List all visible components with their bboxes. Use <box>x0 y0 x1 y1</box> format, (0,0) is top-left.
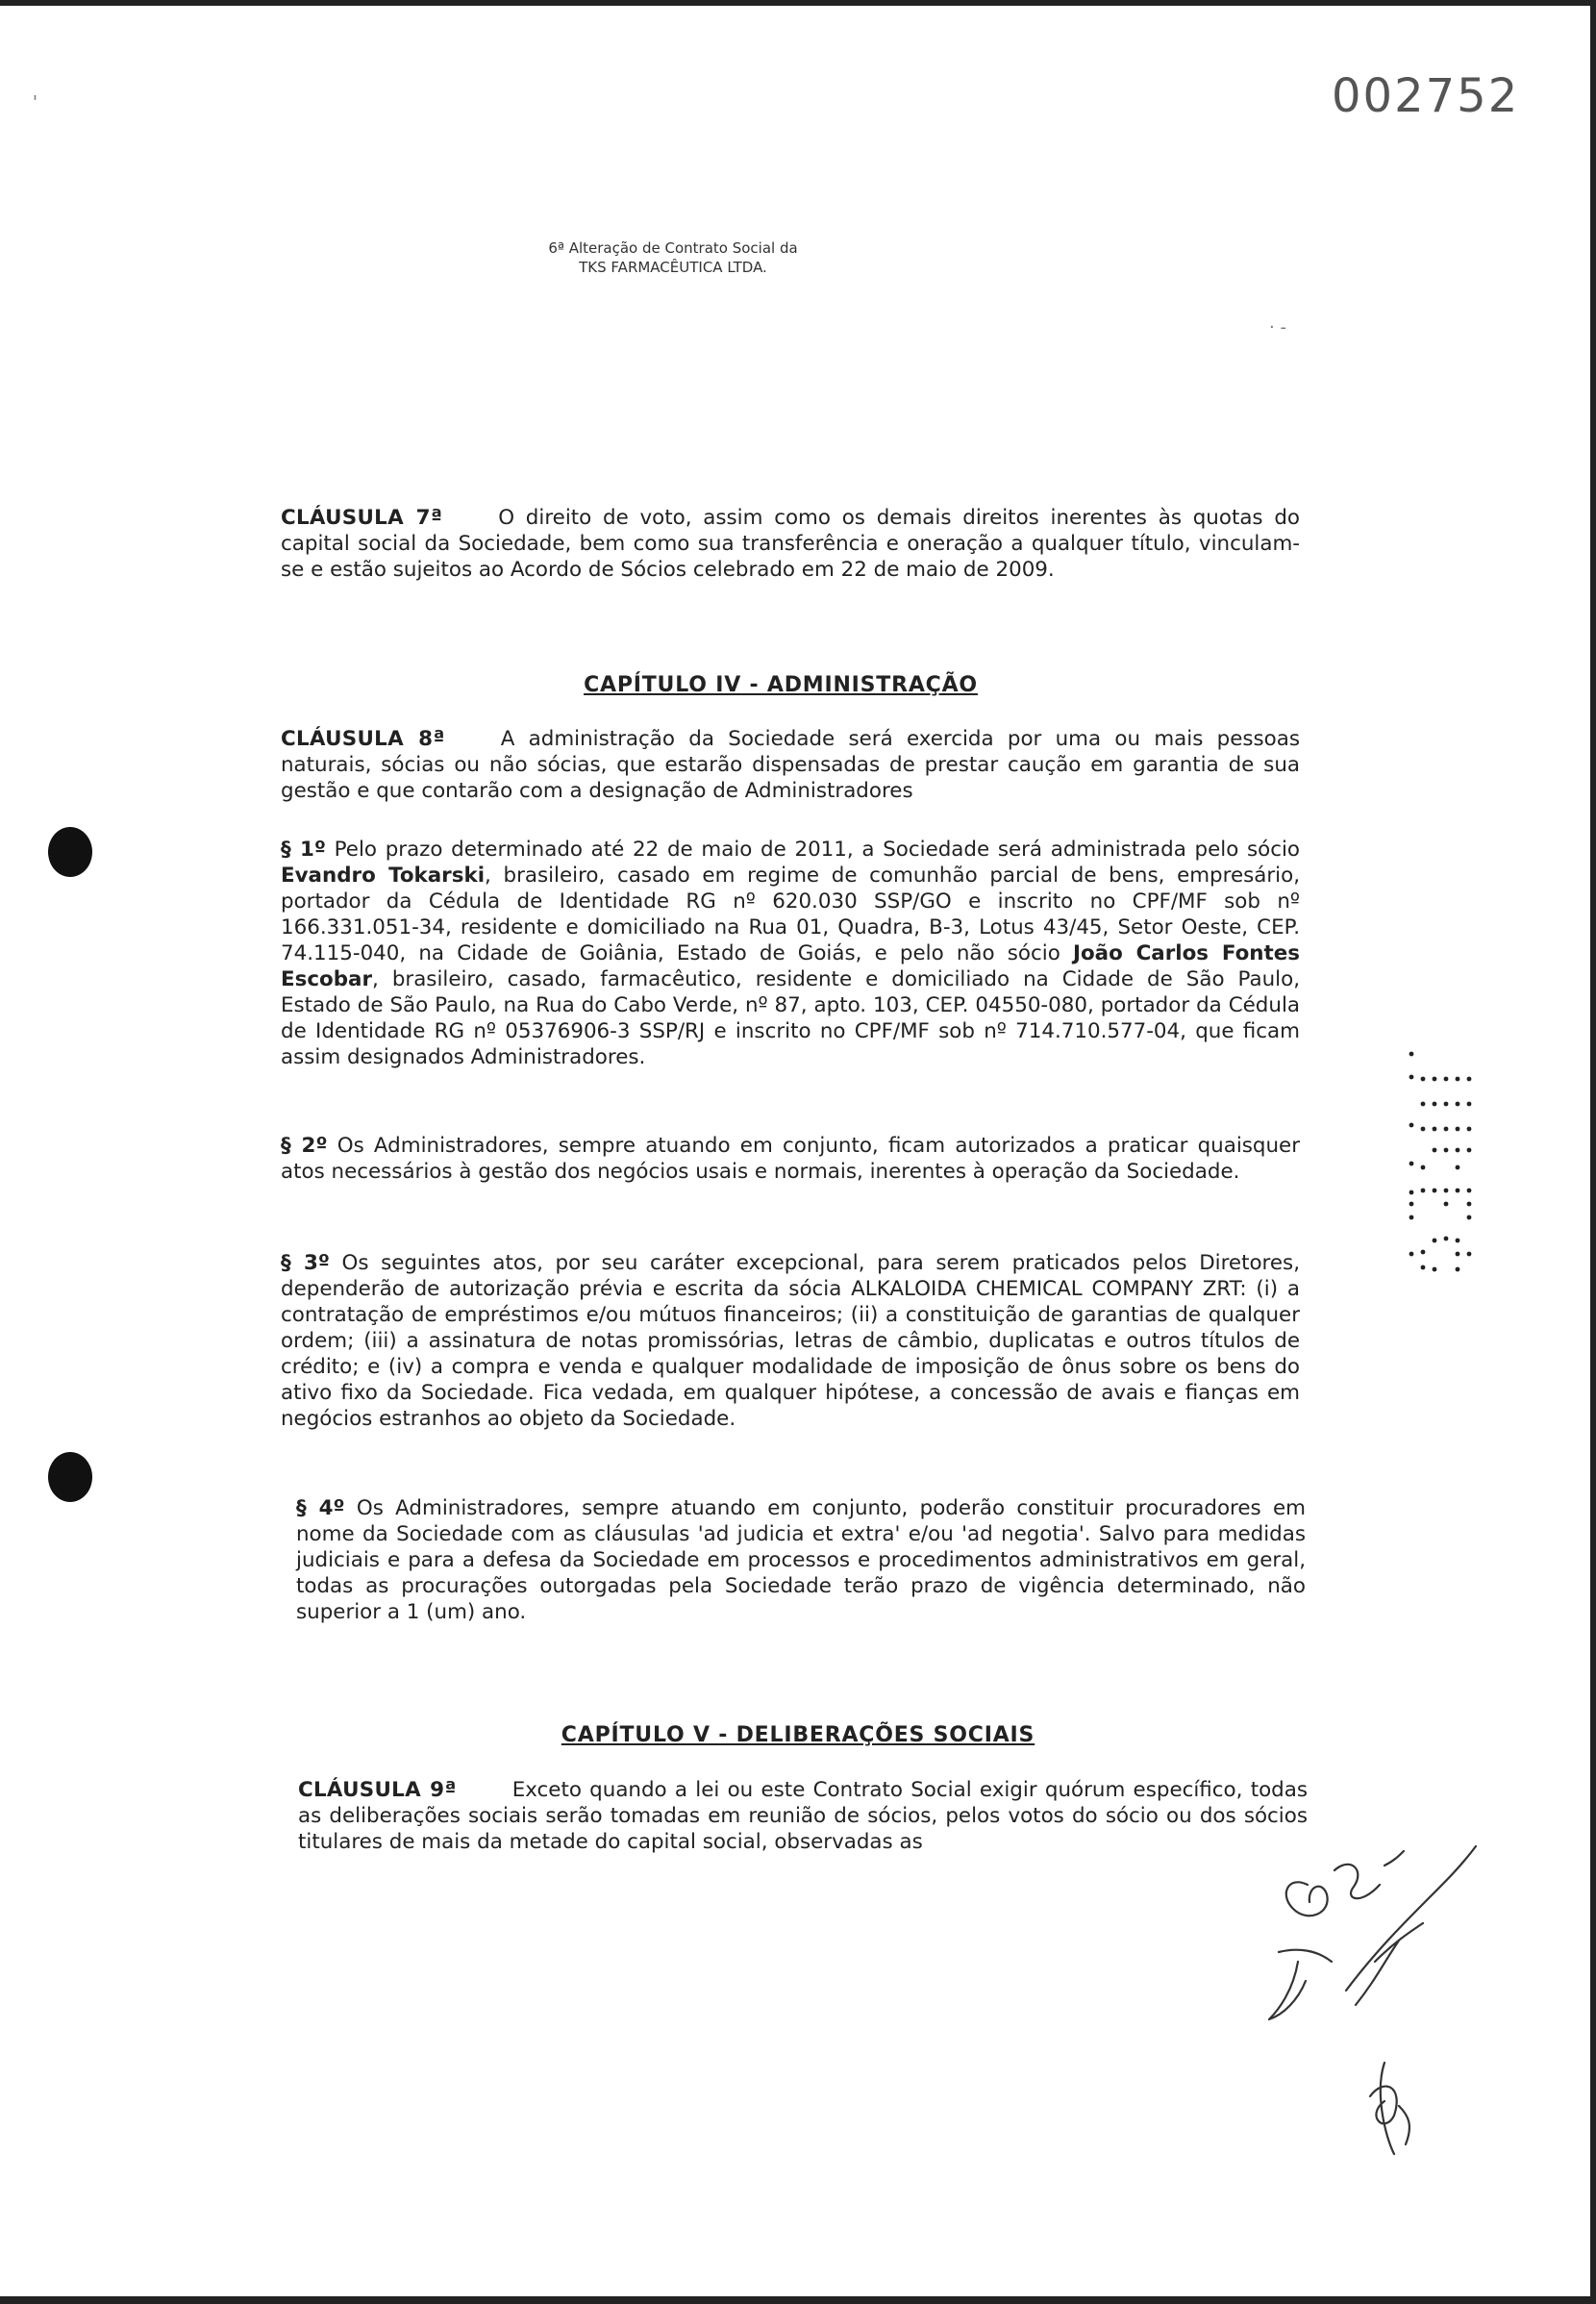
paragraph-1-text-a: Pelo prazo determinado até 22 de maio de 2011, a Sociedade será administrada pelo sócio <box>325 838 1300 862</box>
paragraph-2 <box>281 1133 1300 1185</box>
clause-9 <box>298 1777 1308 1855</box>
clause-8-label: CLÁUSULA 8ª <box>281 727 445 751</box>
clause-7-label: CLÁUSULA 7ª <box>281 506 443 530</box>
paragraph-4 <box>296 1495 1306 1625</box>
chapter-4-heading: CAPÍTULO IV - ADMINISTRAÇÃO <box>584 673 978 697</box>
scan-speck: · - <box>1269 317 1286 338</box>
paragraph-2-label: § 2º <box>281 1134 328 1158</box>
paragraph-4-label: § 4º <box>296 1496 345 1520</box>
binder-hole <box>48 827 92 877</box>
paragraph-1-label: § 1º <box>281 838 326 862</box>
clause-9-label: CLÁUSULA 9ª <box>298 1778 457 1802</box>
paragraph-3-label: § 3º <box>281 1251 330 1275</box>
scan-speck: ' <box>33 92 37 113</box>
chapter-5-heading: CAPÍTULO V - DELIBERAÇÕES SOCIAIS <box>561 1723 1035 1747</box>
clause-8 <box>281 726 1300 804</box>
paragraph-4-text: Os Administradores, sempre atuando em conjunto, poderão constituir procuradores em nome da Sociedade com as cláusulas 'ad judicia et extra' e/ou 'ad negotia'. Salvo para medidas judiciais e para a defesa da Sociedade em processos e procedimentos administrativos em geral, todas as procurações outorgadas pela Sociedade terão prazo de vigência determinado, não superior a 1 (um) ano. <box>296 1496 1306 1624</box>
paragraph-1-text-b: , brasileiro, casado em regime de comunhão parcial de bens, empresário, portador da Cédula de Identidade RG nº 620.030 SSP/GO e inscrito no CPF/MF sob nº 166.331.051-34, residente e domiciliado na Rua 01, Quadra, B-3, Lotus 43/45, Setor Oeste, CEP. 74.115-040, na Cidade de Goiânia, Estado de Goiás, e pelo não sócio <box>281 864 1300 965</box>
header-line-1: 6ª Alteração de Contrato Social da <box>548 239 798 257</box>
header-line-2: TKS FARMACÊUTICA LTDA. <box>579 259 767 276</box>
paragraph-1 <box>281 837 1300 1070</box>
handwritten-initials <box>1240 1827 1509 2183</box>
clause-7 <box>281 505 1300 583</box>
page-number: 002752 <box>1332 69 1520 123</box>
document-header <box>481 238 865 277</box>
paragraph-3 <box>281 1250 1300 1432</box>
administrator-name-1: Evandro Tokarski <box>281 864 486 888</box>
paragraph-2-text: Os Administradores, sempre atuando em conjunto, ficam autorizados a praticar quaisquer atos necessários à gestão dos negócios usais e normais, inerentes à operação da Sociedade. <box>281 1134 1300 1184</box>
clause-9-text: Exceto quando a lei ou este Contrato Social exigir quórum específico, todas as deliberações sociais serão tomadas em reunião de sócios, pelos votos do sócio ou dos sócios titulares de mais da metade do capital social, observadas as <box>298 1778 1308 1854</box>
administrator-name-2: João Carlos Fontes Escobar <box>281 941 1300 991</box>
paragraph-1-text-c: , brasileiro, casado, farmacêutico, residente e domiciliado na Cidade de São Paulo, Estado de São Paulo, na Rua do Cabo Verde, nº 87, apto. 103, CEP. 04550-080, portador da Cédula de Identidade RG nº 05376906-3 SSP/RJ e inscrito no CPF/MF sob nº 714.710.577-04, que ficam assim designados Administradores. <box>281 967 1300 1069</box>
clause-7-text: O direito de voto, assim como os demais direitos inerentes às quotas do capital social da Sociedade, bem como sua transferência e oneração a qualquer título, vinculam-se e estão sujeitos ao Acordo de Sócios celebrado em 22 de maio de 2009. <box>281 506 1301 582</box>
clause-8-text: A administração da Sociedade será exercida por uma ou mais pessoas naturais, sócias ou não sócias, que estarão dispensadas de prestar caução em garantia de sua gestão e que contarão com a designação de Administradores <box>281 727 1301 803</box>
perforation-marks <box>1406 1048 1475 1298</box>
paragraph-3-text: Os seguintes atos, por seu caráter excepcional, para serem praticados pelos Diretores, dependerão de autorização prévia e escrita da sócia ALKALOIDA CHEMICAL COMPANY ZRT: (i) a contratação de empréstimos e/ou mútuos financeiros; (ii) a constituição de garantias de qualquer ordem; (iii) a assinatura de notas promissórias, letras de câmbio, duplicatas e outros títulos de crédito; e (iv) a compra e venda e qualquer modalidade de imposição de ônus sobre os bens do ativo fixo da Sociedade. Fica vedada, em qualquer hipótese, a concessão de avais e fianças em negócios estranhos ao objeto da Sociedade. <box>281 1251 1300 1431</box>
binder-hole <box>48 1452 92 1502</box>
